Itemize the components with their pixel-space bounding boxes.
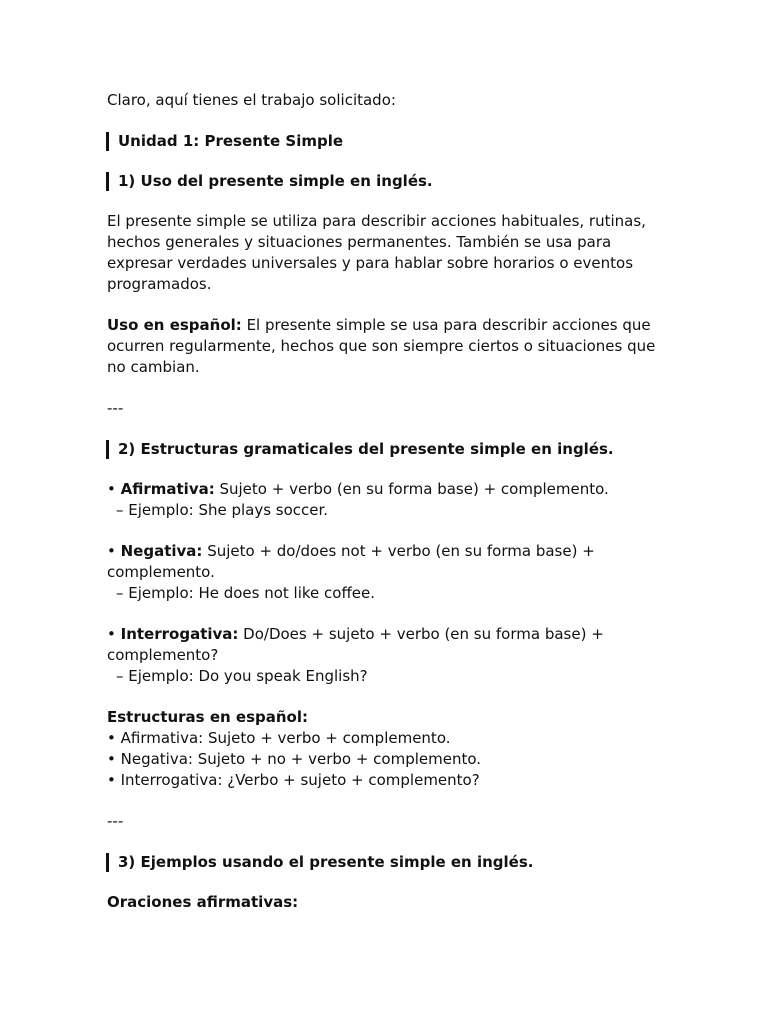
structure-label: Afirmativa:: [120, 480, 215, 498]
intro-text: Claro, aquí tienes el trabajo solicitado:: [107, 91, 396, 109]
structure-text: Sujeto + verbo (en su forma base) + complemento.: [214, 480, 609, 498]
structure-negative: [107, 541, 677, 583]
spanish-usage-paragraph: [107, 315, 677, 378]
spanish-structure-item: • Afirmativa: Sujeto + verbo + complemento.: [107, 729, 451, 747]
separator-2: ---: [107, 812, 124, 830]
section-3-heading: 3) Ejemplos usando el presente simple en inglés.: [106, 853, 677, 872]
spanish-structures-heading: [107, 707, 677, 728]
section-1-paragraph: El presente simple se utiliza para describir acciones habituales, rutinas, hechos generales y situaciones permanentes. También se usa para expresar verdades universales y para hablar sobre horarios o eventos programados.: [107, 212, 646, 293]
structure-example: – Ejemplo: She plays soccer.: [116, 501, 329, 519]
bullet: •: [107, 480, 121, 498]
affirmative-sentences-heading: [107, 892, 677, 913]
structure-example: – Ejemplo: Do you speak English?: [116, 667, 368, 685]
document-body: [107, 90, 677, 913]
spanish-usage-label: Uso en español:: [107, 316, 242, 334]
bullet: •: [107, 625, 121, 643]
structure-interrogative: [107, 624, 677, 666]
structure-affirmative: [107, 479, 677, 500]
structure-text: Sujeto + do/does not + verbo (en su forma base) + complemento.: [107, 542, 595, 581]
section-1-heading: 1) Uso del presente simple en inglés.: [106, 172, 677, 191]
spanish-structure-item: • Negativa: Sujeto + no + verbo + complemento.: [107, 750, 482, 768]
spanish-structure-item: • Interrogativa: ¿Verbo + sujeto + complemento?: [107, 771, 480, 789]
separator-1: ---: [107, 399, 124, 417]
structure-example: – Ejemplo: He does not like coffee.: [116, 584, 376, 602]
section-2-heading: 2) Estructuras gramaticales del presente simple en inglés.: [106, 440, 677, 459]
structure-label: Interrogativa:: [120, 625, 239, 643]
unit-heading: Unidad 1: Presente Simple: [106, 132, 677, 151]
affirmative-sentences-label: Oraciones afirmativas:: [107, 893, 299, 911]
spanish-usage-text: El presente simple se usa para describir acciones que ocurren regularmente, hechos que son siempre ciertos o situaciones que no cambian.: [107, 316, 656, 376]
bullet: •: [107, 542, 121, 560]
structure-text: Do/Does + sujeto + verbo (en su forma base) + complemento?: [107, 625, 604, 664]
structure-label: Negativa:: [120, 542, 203, 560]
spanish-structures-label: Estructuras en español:: [107, 708, 308, 726]
